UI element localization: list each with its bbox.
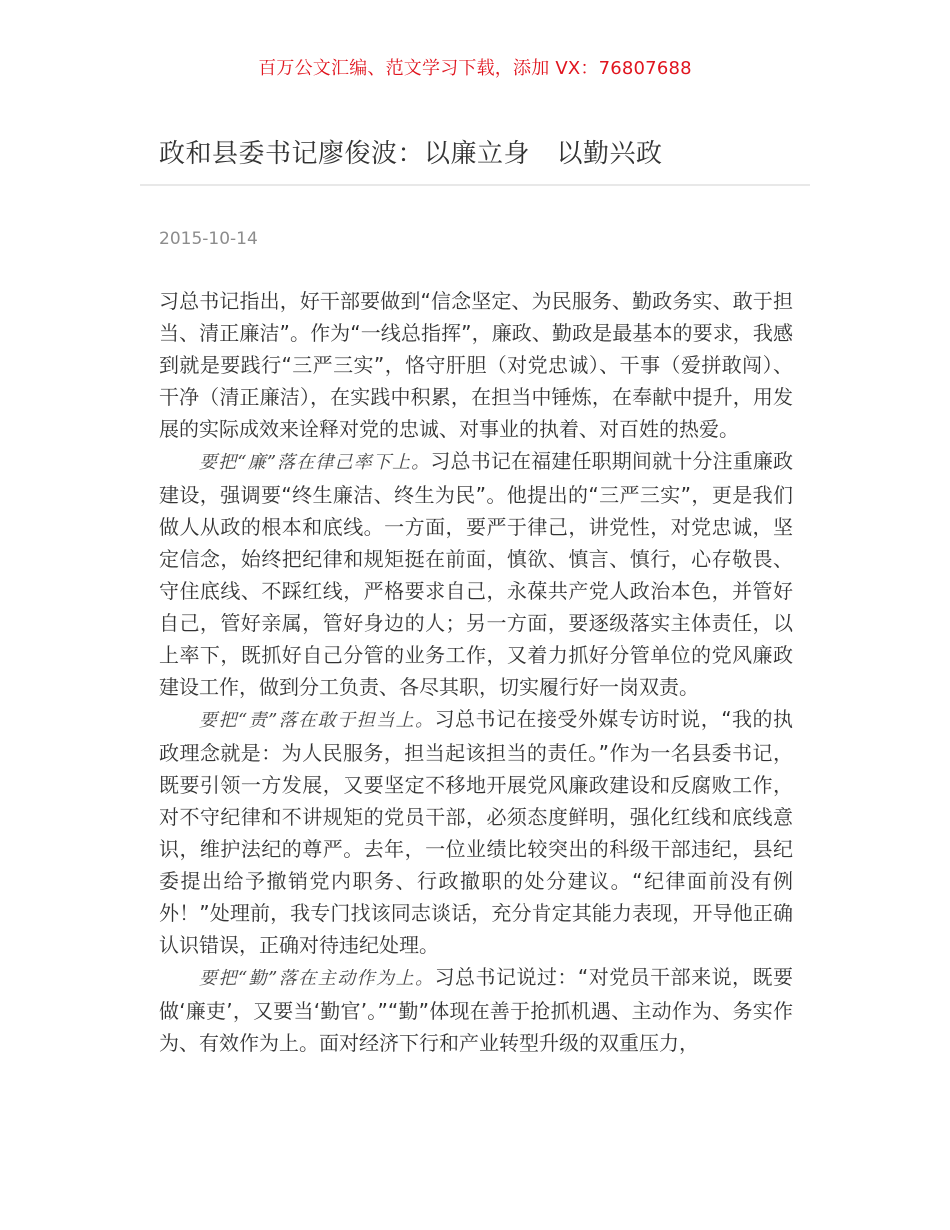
- paragraph-intro: [159, 285, 793, 445]
- paragraph-lian: [159, 445, 793, 703]
- article-title: 政和县委书记廖俊波：以廉立身 以勤兴政: [159, 139, 663, 169]
- title-divider: [140, 184, 810, 186]
- paragraph-text: 习总书记说过：“对党员干部来说，既要做‘廉吏’，又要当‘勤官’。”“勤”体现在善于抢抓机遇、主动作为、务实作为、有效作为上。面对经济下行和产业转型升级的双重压力，: [159, 965, 793, 1055]
- paragraph-ze: [159, 703, 793, 961]
- paragraph-text: 习总书记在福建任职期间就十分注重廉政建设，强调要“终生廉洁、终生为民”。他提出的“三严三实”，更是我们做人从政的根本和底线。一方面，要严于律己，讲党性，对党忠诚，坚定信念，始终把纪律和规矩挺在前面，慎欲、慎言、慎行，心存敬畏、守住底线、不踩红线，严格要求自己，永葆共产党人政治本色，并管好自己，管好亲属，管好身边的人；另一方面，要逐级落实主体责任，以上率下，既抓好自己分管的业务工作，又着力抓好分管单位的党风廉政建设工作，做到分工负责、各尽其职，切实履行好一岗双责。: [159, 449, 794, 699]
- promo-banner: 百万公文汇编、范文学习下载，添加 VX：76807688: [258, 58, 692, 79]
- paragraph-lead: 要把“廉”落在律己率下上。: [199, 452, 431, 473]
- paragraph-text: 习总书记指出，好干部要做到“信念坚定、为民服务、勤政务实、敢于担当、清正廉洁”。作为“一线总指挥”，廉政、勤政是最基本的要求，我感到就是要践行“三严三实”，恪守肝胆（对党忠诚）、干事（爱拼敢闯）、干净（清正廉洁），在实践中积累，在担当中锤炼，在奉献中提升，用发展的实际成效来诠释对党的忠诚、对事业的执着、对百姓的热爱。: [159, 289, 793, 441]
- paragraph-lead: 要把“勤”落在主动作为上。: [199, 968, 435, 989]
- article-body: [159, 285, 793, 1059]
- publish-date: 2015-10-14: [159, 229, 258, 249]
- paragraph-lead: 要把“责”落在敢于担当上。: [199, 710, 435, 731]
- paragraph-qin: [159, 961, 793, 1059]
- paragraph-text: 习总书记在接受外媒专访时说，“我的执政理念就是：为人民服务，担当起该担当的责任。”作为一名县委书记，既要引领一方发展，又要坚定不移地开展党风廉政建设和反腐败工作，对不守纪律和不讲规矩的党员干部，必须态度鲜明，强化红线和底线意识，维护法纪的尊严。去年，一位业绩比较突出的科级干部违纪，县纪委提出给予撤销党内职务、行政撤职的处分建议。“纪律面前没有例外！”处理前，我专门找该同志谈话，充分肯定其能力表现，开导他正确认识错误，正确对待违纪处理。: [159, 707, 793, 957]
